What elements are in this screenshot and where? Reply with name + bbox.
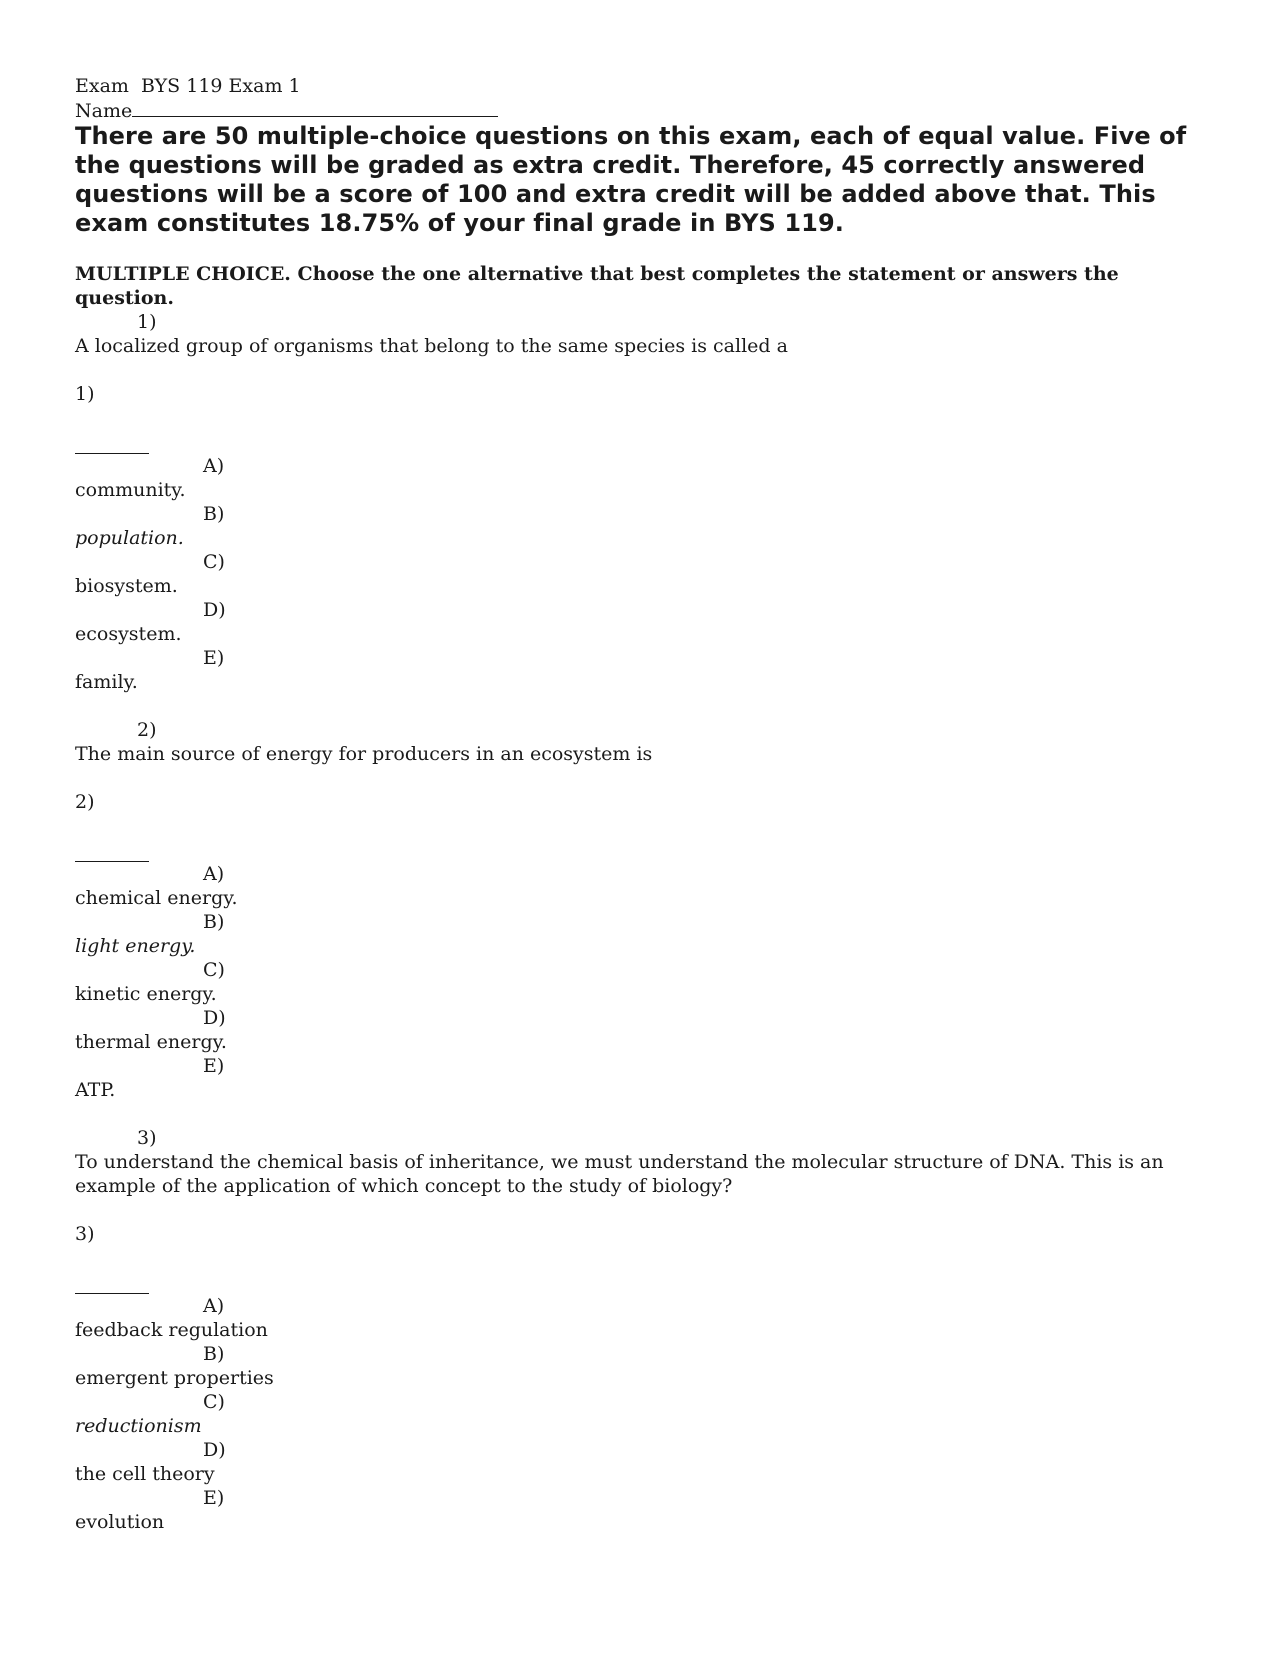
choice-text[interactable]: population. [75,527,184,549]
choice-text[interactable]: chemical energy. [75,887,238,909]
choice-text[interactable]: ATP. [75,1079,116,1101]
question-1 [75,310,1215,694]
name-label: Name [75,100,133,122]
answer-blank[interactable] [75,438,149,454]
choice-text[interactable]: community. [75,479,186,501]
choice-text[interactable]: light energy. [75,935,196,957]
choice-letter: A) [203,863,225,885]
name-line [75,98,1215,122]
exam-instructions: There are 50 multiple-choice questions on this exam, each of equal value. Five of the questions will be graded as extra credit. Therefore, 45 correctly answered questions will be a score of 100 and extra credit will be added above that. This exam constitutes 18.75% of your final grade in BYS 119. [75,122,1187,237]
choice-text[interactable]: evolution [75,1511,165,1533]
choice-letter: D) [203,1439,226,1461]
choice-text[interactable]: ecosystem. [75,623,182,645]
question-number-margin: 2) [75,791,95,813]
choice-letter: A) [203,1295,225,1317]
question-number: 2) [137,719,157,741]
choice-letter: D) [203,599,226,621]
question-number-margin: 3) [75,1223,95,1245]
choice-letter: A) [203,455,225,477]
choice-text[interactable]: the cell theory [75,1463,215,1485]
choice-letter: E) [203,1487,225,1509]
question-number: 1) [137,311,157,333]
choice-letter: C) [203,1391,225,1413]
question-text: A localized group of organisms that belong to the same species is called a [75,335,788,357]
choice-letter: B) [203,1343,225,1365]
choice-text[interactable]: feedback regulation [75,1319,268,1341]
choice-letter: C) [203,959,225,981]
choice-text[interactable]: family. [75,671,138,693]
exam-title: Exam BYS 119 Exam 1 [75,75,301,97]
question-text: To understand the chemical basis of inheritance, we must understand the molecular structure of DNA. This is an example of the application of which concept to the study of biology? [75,1151,1164,1197]
choice-letter: D) [203,1007,226,1029]
question-text: The main source of energy for producers in an ecosystem is [75,743,653,765]
choice-letter: E) [203,1055,225,1077]
choice-letter: B) [203,911,225,933]
answer-blank[interactable] [75,846,149,862]
choice-text[interactable]: biosystem. [75,575,178,597]
choice-text[interactable]: emergent properties [75,1367,274,1389]
choice-text[interactable]: reductionism [75,1415,202,1437]
exam-page [75,74,1215,1534]
choice-letter: B) [203,503,225,525]
section-heading: MULTIPLE CHOICE. Choose the one alternative that best completes the statement or answers the question. [75,263,1119,309]
choice-text[interactable]: kinetic energy. [75,983,217,1005]
choice-letter: E) [203,647,225,669]
question-number-margin: 1) [75,383,95,405]
choice-letter: C) [203,551,225,573]
answer-blank[interactable] [75,1278,149,1294]
name-field[interactable] [132,98,498,117]
question-3 [75,1126,1215,1534]
question-2 [75,718,1215,1102]
choice-text[interactable]: thermal energy. [75,1031,227,1053]
question-number: 3) [137,1127,157,1149]
